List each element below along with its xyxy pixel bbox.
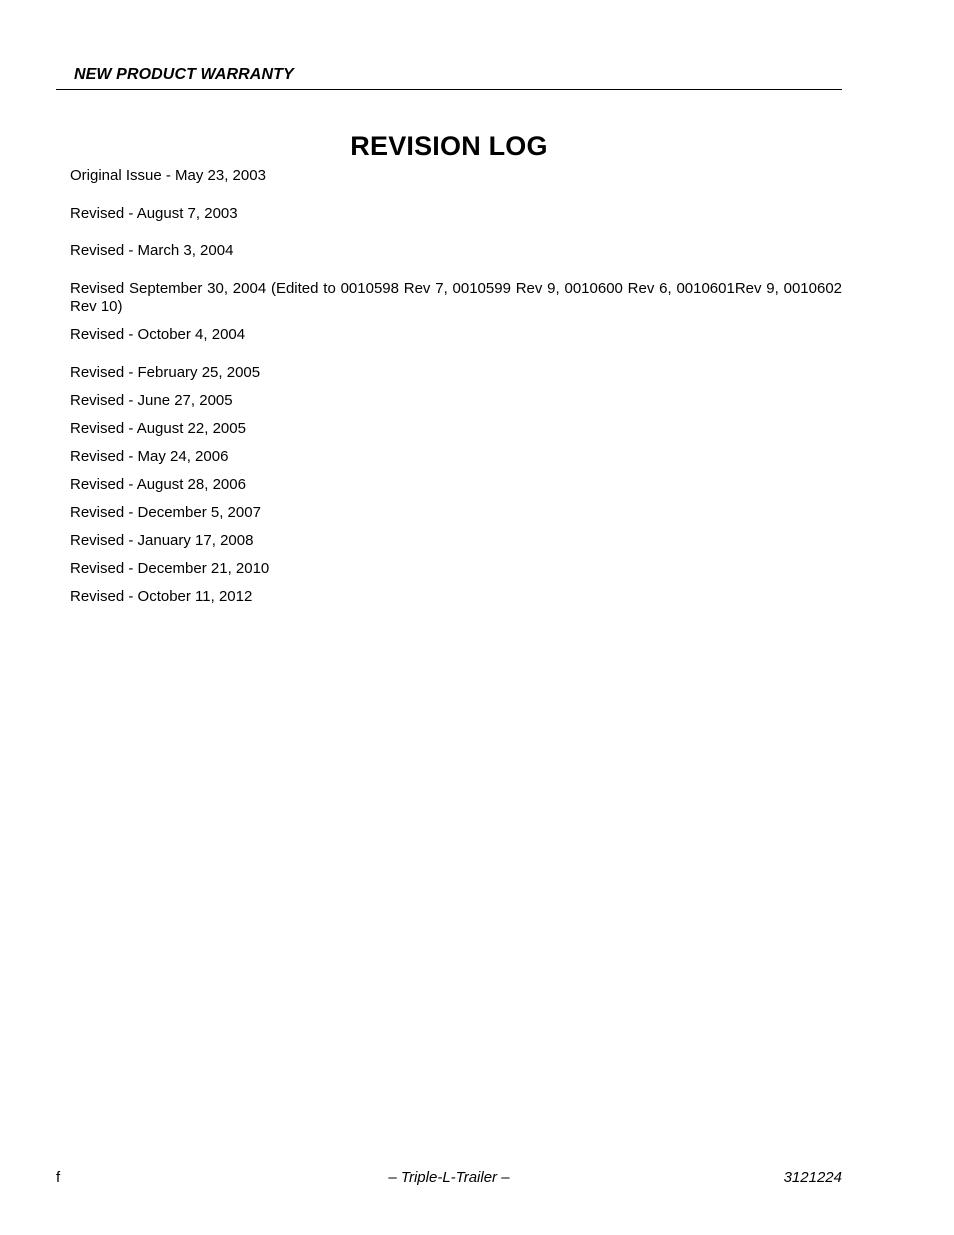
revision-entry: Revised - October 4, 2004 <box>70 326 246 343</box>
page-number: f <box>56 1169 61 1186</box>
revision-entry: Revised - May 24, 2006 <box>70 448 229 465</box>
revision-entry: Revised - August 28, 2006 <box>70 476 246 493</box>
product-name: – Triple-L-Trailer – <box>388 1169 510 1186</box>
revision-entry-original: Original Issue - May 23, 2003 <box>70 167 266 184</box>
revision-entry: Revised - August 7, 2003 <box>70 205 238 222</box>
revision-entry: Revised - December 5, 2007 <box>70 504 261 521</box>
revision-entry: Revised - March 3, 2004 <box>70 242 234 259</box>
revision-entry: Revised - August 22, 2005 <box>70 420 246 437</box>
revision-entry: Revised - December 21, 2010 <box>70 560 270 577</box>
revision-entry: Revised - October 11, 2012 <box>70 588 253 605</box>
section-title: NEW PRODUCT WARRANTY <box>74 66 294 83</box>
revision-entry: Revised - June 27, 2005 <box>70 392 233 409</box>
revision-entry: Revised - February 25, 2005 <box>70 364 261 381</box>
document-number: 3121224 <box>783 1169 842 1186</box>
revision-entry-detailed: Revised September 30, 2004 (Edited to 0010598 Rev 7, 0010599 Rev 9, 0010600 Rev 6, 0010601Rev 9, 0010602 Rev 10) <box>70 280 842 315</box>
header-divider <box>56 89 842 90</box>
revision-entry: Revised - January 17, 2008 <box>70 532 254 549</box>
page-title: REVISION LOG <box>350 131 548 161</box>
